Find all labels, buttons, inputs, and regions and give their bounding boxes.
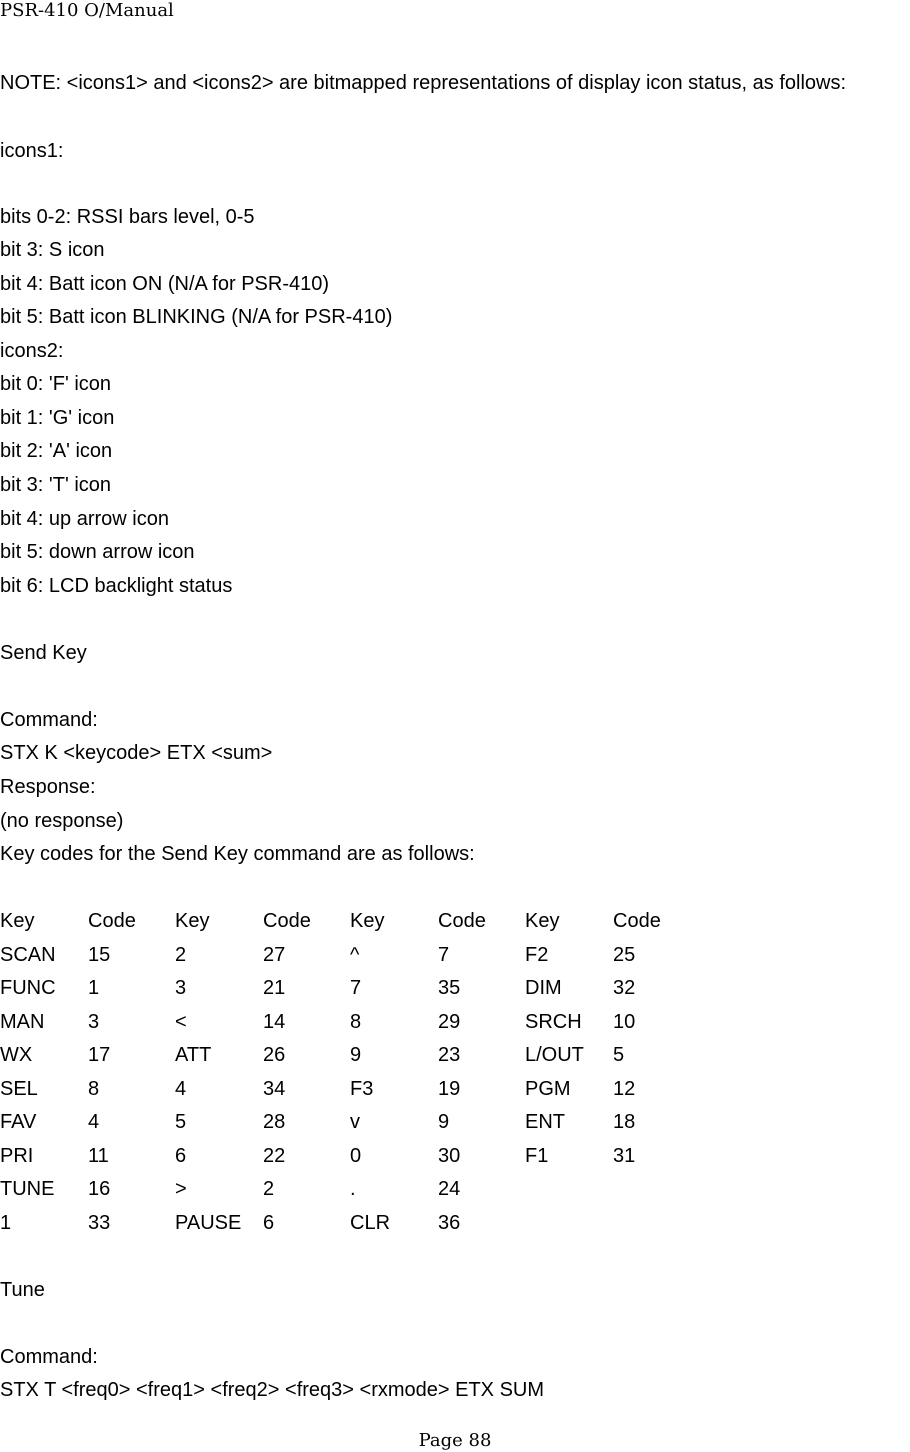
table-header-key: Key — [525, 910, 560, 932]
table-cell-key: PAUSE — [175, 1212, 242, 1234]
table-header-code: Code — [263, 910, 311, 932]
table-cell-code: 3 — [88, 1011, 100, 1033]
table-cell-key: F3 — [350, 1078, 374, 1100]
table-header-key: Key — [175, 910, 210, 932]
table-cell-key: MAN — [0, 1011, 45, 1033]
table-cell-code: 24 — [438, 1178, 461, 1200]
table-cell-key: SEL — [0, 1078, 38, 1100]
icons2-bit-5: bit 5: down arrow icon — [0, 541, 195, 563]
table-cell-key: 1 — [0, 1212, 12, 1234]
table-cell-key: ATT — [175, 1044, 212, 1066]
table-cell-key: FAV — [0, 1111, 37, 1133]
tune-command: STX T <freq0> <freq1> <freq2> <freq3> <rxmode> ETX SUM — [0, 1379, 545, 1401]
table-cell-code: 15 — [88, 944, 111, 966]
table-cell-key: 9 — [350, 1044, 362, 1066]
icons2-bit-3: bit 3: 'T' icon — [0, 474, 112, 496]
table-cell-key: > — [175, 1178, 187, 1200]
table-cell-code: 4 — [88, 1111, 100, 1133]
table-cell-key: 8 — [350, 1011, 362, 1033]
table-cell-code: 18 — [613, 1111, 636, 1133]
table-cell-code: 29 — [438, 1011, 461, 1033]
table-cell-code: 21 — [263, 977, 286, 999]
icons1-bit-3: bit 3: S icon — [0, 239, 105, 261]
icons2-bit-0: bit 0: 'F' icon — [0, 373, 112, 395]
table-cell-code: 31 — [613, 1145, 636, 1167]
table-cell-key: CLR — [350, 1212, 391, 1234]
icons2-bit-1: bit 1: 'G' icon — [0, 407, 115, 429]
icons1-title: icons1: — [0, 140, 64, 162]
table-cell-code: 26 — [263, 1044, 286, 1066]
icons1-bit-0-2: bits 0-2: RSSI bars level, 0-5 — [0, 206, 255, 228]
icons2-bit-4: bit 4: up arrow icon — [0, 508, 169, 530]
send-key-response: (no response) — [0, 810, 124, 832]
table-cell-key: DIM — [525, 977, 562, 999]
table-cell-code: 30 — [438, 1145, 461, 1167]
table-cell-code: 14 — [263, 1011, 286, 1033]
tune-title: Tune — [0, 1279, 45, 1301]
send-key-command-label: Command: — [0, 709, 98, 731]
table-cell-code: 5 — [613, 1044, 625, 1066]
table-cell-code: 7 — [438, 944, 450, 966]
note-text: NOTE: <icons1> and <icons2> are bitmapped representations of display icon status, as follows: — [0, 72, 847, 94]
table-cell-code: 28 — [263, 1111, 286, 1133]
page-number: Page 88 — [418, 1430, 492, 1451]
table-cell-key: . — [350, 1178, 356, 1200]
table-header-key: Key — [350, 910, 385, 932]
send-key-response-label: Response: — [0, 776, 96, 798]
table-cell-code: 22 — [263, 1145, 286, 1167]
table-cell-code: 23 — [438, 1044, 461, 1066]
table-cell-key: 2 — [175, 944, 187, 966]
table-cell-key: 5 — [175, 1111, 187, 1133]
table-cell-key: F2 — [525, 944, 549, 966]
table-header-code: Code — [613, 910, 661, 932]
tune-command-label: Command: — [0, 1346, 98, 1368]
table-cell-code: 9 — [438, 1111, 450, 1133]
table-cell-code: 8 — [88, 1078, 100, 1100]
table-cell-code: 34 — [263, 1078, 286, 1100]
table-cell-key: 6 — [175, 1145, 187, 1167]
table-cell-key: ENT — [525, 1111, 565, 1133]
send-key-command: STX K <keycode> ETX <sum> — [0, 742, 273, 764]
table-cell-key: L/OUT — [525, 1044, 584, 1066]
table-cell-code: 27 — [263, 944, 286, 966]
table-cell-code: 2 — [263, 1178, 275, 1200]
table-cell-key: < — [175, 1011, 187, 1033]
table-cell-code: 25 — [613, 944, 636, 966]
icons2-title: icons2: — [0, 340, 64, 362]
table-cell-code: 12 — [613, 1078, 636, 1100]
table-cell-key: FUNC — [0, 977, 56, 999]
table-cell-code: 11 — [88, 1145, 109, 1167]
table-cell-key: SRCH — [525, 1011, 582, 1033]
table-cell-key: ^ — [350, 944, 360, 966]
table-cell-key: 7 — [350, 977, 362, 999]
table-cell-key: PRI — [0, 1145, 34, 1167]
table-cell-code: 36 — [438, 1212, 461, 1234]
table-cell-code: 10 — [613, 1011, 636, 1033]
table-header-code: Code — [88, 910, 136, 932]
table-cell-code: 16 — [88, 1178, 111, 1200]
table-cell-code: 1 — [88, 977, 100, 999]
table-cell-key: F1 — [525, 1145, 549, 1167]
table-cell-code: 33 — [88, 1212, 111, 1234]
table-header-key: Key — [0, 910, 35, 932]
table-cell-code: 6 — [263, 1212, 275, 1234]
table-cell-code: 32 — [613, 977, 636, 999]
table-cell-key: PGM — [525, 1078, 571, 1100]
table-cell-code: 35 — [438, 977, 461, 999]
send-key-intro: Key codes for the Send Key command are as follows: — [0, 843, 475, 865]
icons2-bit-6: bit 6: LCD backlight status — [0, 575, 233, 597]
table-cell-key: SCAN — [0, 944, 56, 966]
table-cell-code: 19 — [438, 1078, 461, 1100]
table-cell-key: 3 — [175, 977, 187, 999]
table-cell-key: v — [350, 1111, 360, 1133]
table-cell-code: 17 — [88, 1044, 111, 1066]
table-cell-key: TUNE — [0, 1178, 55, 1200]
icons1-bit-4: bit 4: Batt icon ON (N/A for PSR-410) — [0, 273, 330, 295]
icons2-bit-2: bit 2: 'A' icon — [0, 440, 113, 462]
table-cell-key: 0 — [350, 1145, 362, 1167]
table-cell-key: 4 — [175, 1078, 187, 1100]
send-key-title: Send Key — [0, 642, 87, 664]
icons1-bit-5: bit 5: Batt icon BLINKING (N/A for PSR-410) — [0, 306, 393, 328]
table-cell-key: WX — [0, 1044, 33, 1066]
header-title: PSR-410 O/Manual — [0, 0, 174, 21]
table-header-code: Code — [438, 910, 486, 932]
